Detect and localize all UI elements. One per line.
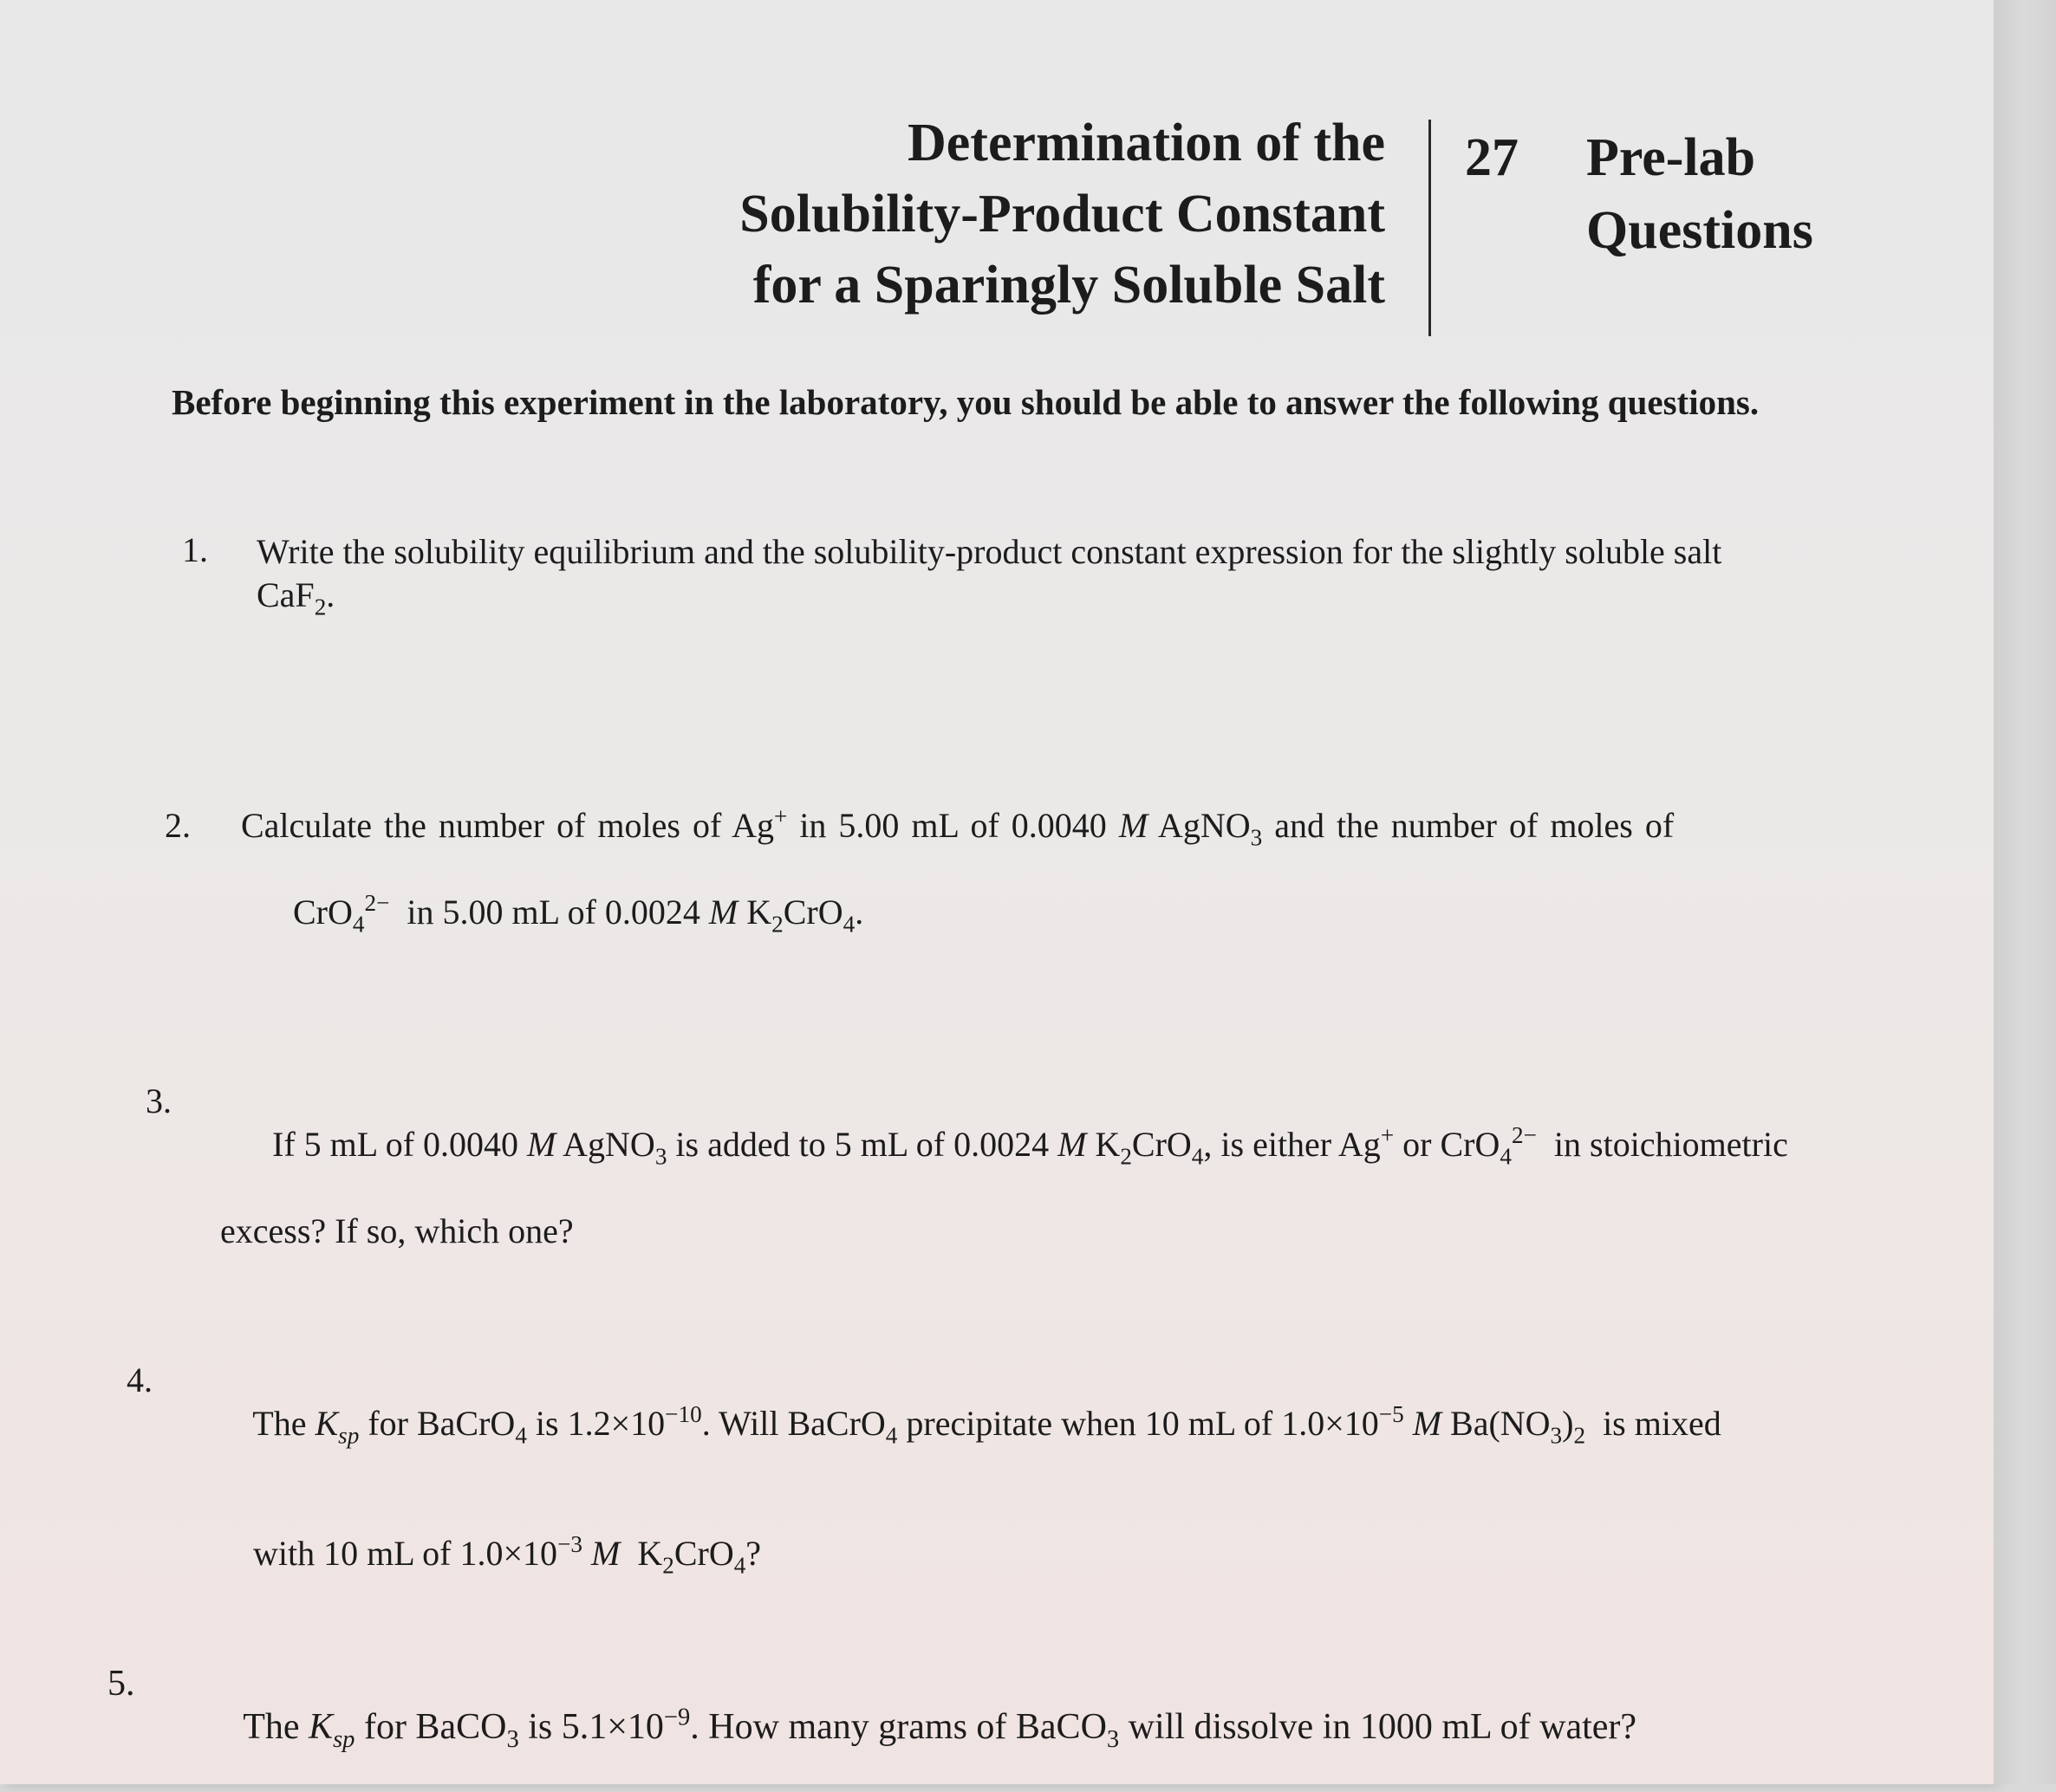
experiment-title: [432, 107, 1385, 321]
section-title-line: Pre-lab: [1586, 128, 1756, 187]
section-heading: [1465, 121, 1813, 267]
question-text: CaF: [257, 575, 315, 614]
question-number: 2.: [165, 806, 191, 845]
question-number: 4.: [127, 1360, 153, 1399]
question-number: 1.: [182, 530, 208, 569]
question-text: Write the solubility equilibrium and the solubility-product constant expression for the slightly soluble salt: [257, 532, 1722, 571]
section-title-line: Questions: [1586, 201, 1813, 260]
experiment-number: 27: [1465, 128, 1519, 187]
title-line: for a Sparingly Soluble Salt: [752, 256, 1385, 315]
title-line: Solubility-Product Constant: [739, 185, 1385, 243]
intro-paragraph: Before beginning this experiment in the laboratory, you should be able to answer the following questions.: [172, 382, 1760, 422]
question-number: 5.: [107, 1664, 135, 1704]
question-number: 3.: [146, 1081, 172, 1120]
title-line: Determination of the: [908, 114, 1385, 172]
title-divider: [1428, 120, 1431, 336]
